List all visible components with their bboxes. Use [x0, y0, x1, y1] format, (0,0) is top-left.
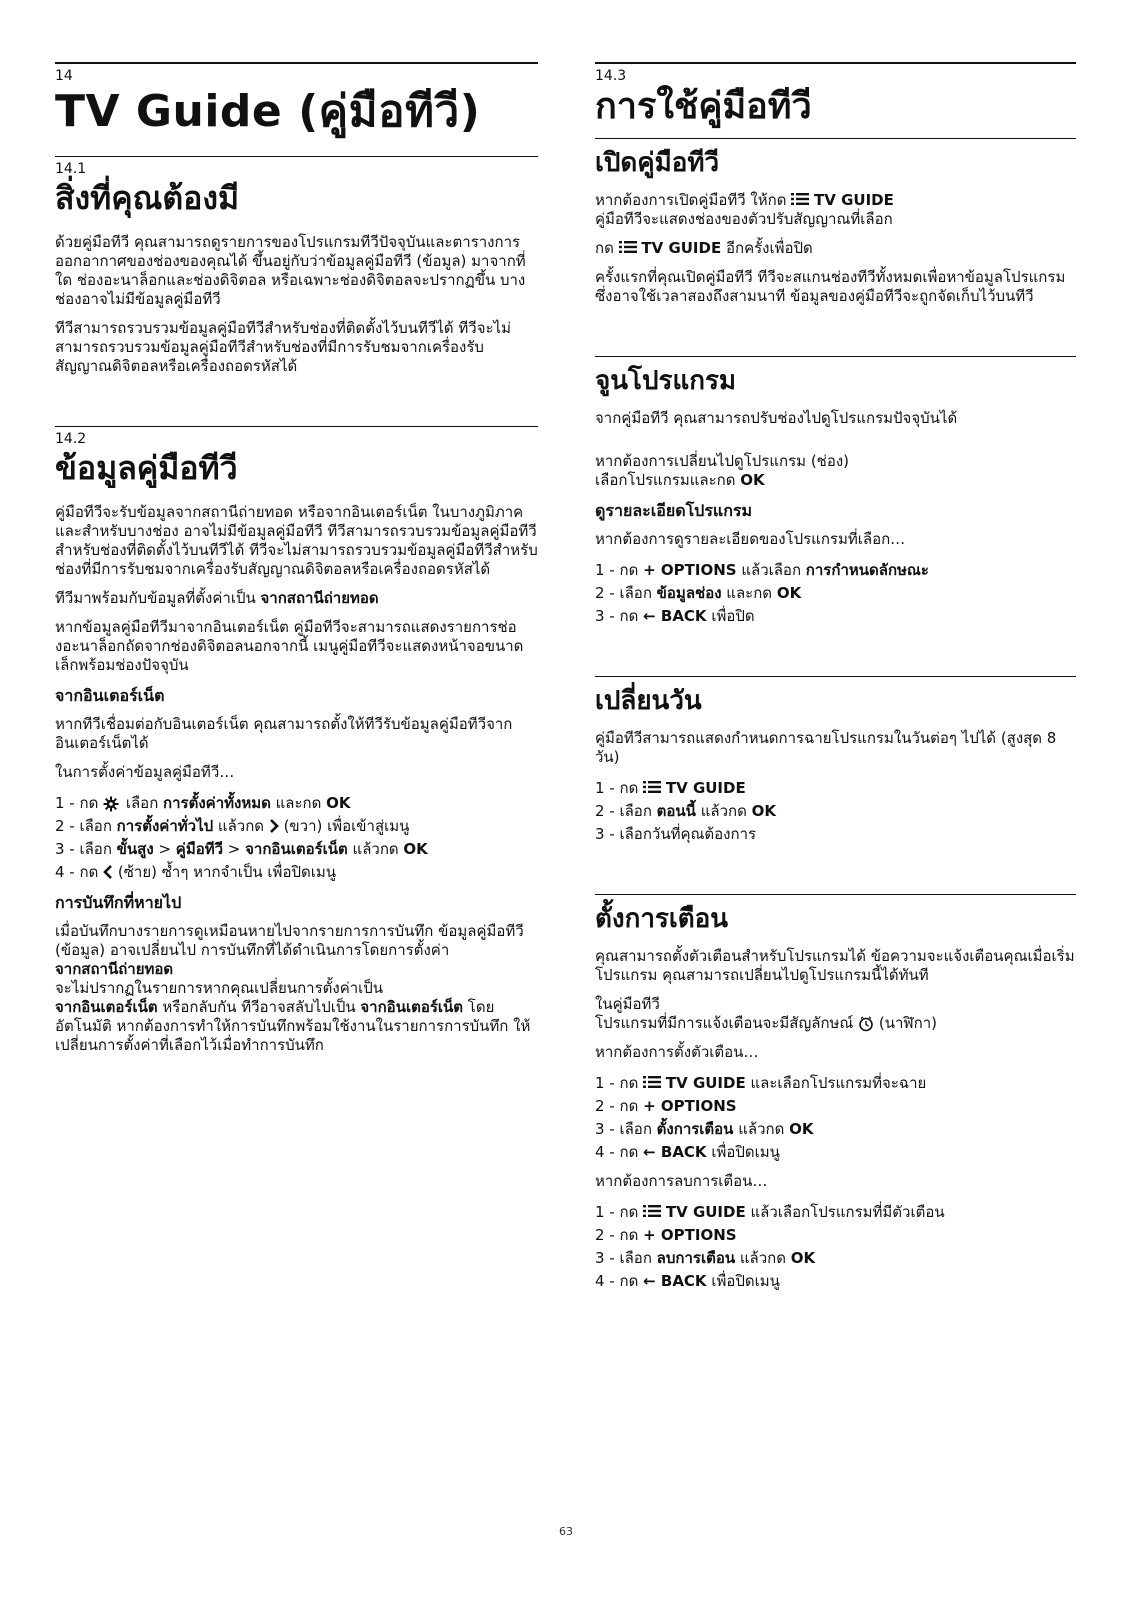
text: เลือกโปรแกรมและกด	[595, 471, 741, 489]
section-title-using-guide: การใช้คู่มือทีวี	[595, 86, 812, 127]
bold-text: ข้อมูลช่อง	[656, 584, 722, 602]
text: 4 - กด	[595, 1272, 644, 1290]
text: เมื่อบันทึกบางรายการดูเหมือนหายไปจากรายการการบันทึก ข้อมูลคู่มือทีวี (ข้อมูล) อาจเปลี่ยนไป การบันทึกที่ได้ดำเนินการโดยการตั้งค่า	[55, 922, 524, 959]
text: 4 - กด	[55, 863, 104, 881]
paragraph: หากข้อมูลคู่มือทีวีมาจากอินเตอร์เน็ต คู่มือทีวีจะสามารถแสดงรายการช่องอะนาล็อกถัดจากช่องดิจิตอลนอกจากนี้ เมนูคู่มือทีวีจะแสดงหน้าจอขนาดเล็กพร้อมช่องปัจจุบัน	[55, 618, 524, 674]
bold-text: TV GUIDE	[665, 1074, 746, 1092]
text: 3 - เลือก	[55, 840, 117, 858]
text: 2 - กด	[595, 1097, 644, 1115]
text: เลือก	[121, 794, 164, 812]
tv-guide-icon	[643, 1205, 661, 1219]
text: 3 - เลือก	[595, 1249, 657, 1267]
text: 3 - เลือก	[595, 1120, 657, 1138]
paragraph: หากทีวีเชื่อมต่อกับอินเตอร์เน็ต คุณสามารถตั้งให้ทีวีรับข้อมูลคู่มือทีวีจากอินเตอร์เน็ตได้	[55, 715, 513, 752]
subheading-lost-recordings: การบันทึกที่หายไป	[55, 893, 182, 912]
text: 1 - กด	[595, 1074, 644, 1092]
step	[595, 582, 1076, 605]
text: 4 - กด	[595, 1143, 644, 1161]
gear-icon	[103, 796, 121, 810]
clock-icon	[858, 1016, 874, 1030]
paragraph	[595, 452, 1076, 490]
page-number: 63	[559, 1525, 573, 1538]
section-number: 14.3	[595, 68, 627, 84]
bold-text: OK	[740, 471, 765, 489]
section-rule	[55, 426, 538, 427]
bold-text: การตั้งค่าทั้งหมด	[163, 794, 271, 812]
step	[595, 605, 1076, 628]
bold-text: OK	[751, 802, 776, 820]
section-number: 14.1	[55, 161, 87, 177]
step-list	[595, 1201, 1076, 1293]
bold-text: + OPTIONS	[643, 1097, 737, 1115]
paragraph: หากต้องการลบการเตือน…	[595, 1172, 768, 1190]
paragraph: คุณสามารถตั้งตัวเตือนสำหรับโปรแกรมได้ ข้อความจะแจ้งเตือนคุณเมื่อเริ่มโปรแกรม คุณสามารถเปลี่ยนไปดูโปรแกรมนี้ได้ทันที	[595, 947, 1075, 984]
bold-text: การกำหนดลักษณะ	[805, 561, 929, 579]
step	[595, 1141, 1076, 1164]
step	[55, 838, 538, 861]
step	[55, 815, 538, 838]
step: 3 - เลือกวันที่คุณต้องการ	[595, 825, 757, 843]
step	[595, 1224, 1076, 1247]
text: แล้วกด	[735, 1249, 791, 1267]
paragraph	[55, 922, 538, 1055]
bold-text: ← BACK	[643, 1143, 707, 1161]
text: หากต้องการเปิดคู่มือทีวี ให้กด	[595, 191, 792, 209]
text: แล้วกด	[347, 840, 404, 858]
bold-text: TV GUIDE	[665, 779, 746, 797]
right-column	[595, 62, 1076, 1301]
text: อีกครั้งเพื่อปิด	[721, 239, 813, 257]
text: 1 - กด	[55, 794, 104, 812]
subsection-rule	[595, 676, 1076, 677]
bold-text: TV GUIDE	[814, 191, 894, 209]
text: ในคู่มือทีวี	[595, 995, 660, 1013]
text: (ขวา) เพื่อเข้าสู่เมนู	[278, 817, 410, 835]
text: หากต้องการเปลี่ยนไปดูโปรแกรม (ช่อง)	[595, 452, 850, 470]
text: แล้วกด	[733, 1120, 790, 1138]
bold-text: TV GUIDE	[665, 1203, 746, 1221]
chapter-title: TV Guide (คู่มือทีวี)	[55, 86, 481, 137]
step	[55, 861, 538, 884]
text: แล้วเลือก	[736, 561, 806, 579]
bold-text: การตั้งค่าทั่วไป	[116, 817, 214, 835]
step	[595, 777, 1076, 800]
step	[595, 1095, 1076, 1118]
step	[595, 800, 1076, 823]
step	[595, 1247, 1076, 1270]
bold-text: TV GUIDE	[641, 239, 722, 257]
subsection-title-reminder: ตั้งการเตือน	[595, 904, 729, 934]
subsection-title-open-guide: เปิดคู่มือทีวี	[595, 148, 720, 178]
text: >	[153, 840, 176, 858]
text: และกด	[270, 794, 327, 812]
step	[595, 1072, 1076, 1095]
bold-text: + OPTIONS	[643, 561, 737, 579]
subsection-rule	[595, 138, 1076, 139]
bold-text: จากอินเตอร์เน็ต	[55, 998, 158, 1016]
text: 3 - กด	[595, 607, 644, 625]
paragraph	[595, 191, 1076, 229]
paragraph: ครั้งแรกที่คุณเปิดคู่มือทีวี ทีวีจะสแกนช่องทีวีทั้งหมดเพื่อหาข้อมูลโปรแกรม ซึ่งอาจใช้เวลาสองถึงสามนาที ข้อมูลของคู่มือทีวีจะถูกจัดเก็บไว้บนทีวี	[595, 268, 1066, 305]
text: 1 - กด	[595, 779, 644, 797]
step-list	[595, 1072, 1076, 1164]
bold-text: จากสถานีถ่ายทอด	[260, 589, 379, 607]
bold-text: OK	[403, 840, 428, 858]
bold-text: จากอินเตอร์เน็ต	[245, 840, 348, 858]
text: คู่มือทีวีจะแสดงช่องของตัวปรับสัญญาณที่เลือก	[595, 210, 893, 228]
left-column	[55, 62, 538, 1065]
text: 1 - กด	[595, 561, 644, 579]
paragraph: คู่มือทีวีจะรับข้อมูลจากสถานีถ่ายทอด หรือจากอินเตอร์เน็ต ในบางภูมิภาคและสำหรับบางช่อง อาจไม่มีข้อมูลคู่มือทีวี ทีวีสามารถรวบรวมข้อมูลคู่มือทีวีสำหรับช่องที่ติดตั้งไว้บนทีวีได้ ทีวีจะไม่สามารถรวบรวมข้อมูลคู่มือทีวีสำหรับช่องที่มีการรับชมจากเครื่องรับสัญญาณดิจิตอลหรือเครื่องถอดรหัสได้	[55, 503, 538, 578]
text: 2 - เลือก	[595, 584, 657, 602]
paragraph	[55, 589, 538, 608]
subsection-rule	[595, 894, 1076, 895]
text: และเลือกโปรแกรมที่จะฉาย	[745, 1074, 927, 1092]
step	[595, 1201, 1076, 1224]
paragraph: หากต้องการดูรายละเอียดของโปรแกรมที่เลือก…	[595, 530, 906, 548]
tv-guide-icon	[791, 193, 809, 207]
text: โดยอัตโนมัติ หากต้องการทำให้การบันทึกพร้อมใช้งานในรายการการบันทึก ให้เปลี่ยนการตั้งค่าที่เลือกไว้เมื่อทำการบันทึก	[55, 998, 531, 1054]
text: (นาฬิกา)	[874, 1014, 938, 1032]
text: แล้วกด	[695, 802, 752, 820]
text: 1 - กด	[595, 1203, 644, 1221]
step	[595, 1270, 1076, 1293]
text: ทีวีมาพร้อมกับข้อมูลที่ตั้งค่าเป็น	[55, 589, 261, 607]
step-list	[595, 777, 1076, 846]
paragraph: ในการตั้งค่าข้อมูลคู่มือทีวี…	[55, 763, 235, 781]
text: แล้วกด	[213, 817, 269, 835]
text: 2 - กด	[595, 1226, 644, 1244]
section-title-guide-data: ข้อมูลคู่มือทีวี	[55, 449, 238, 487]
step-list	[595, 559, 1076, 628]
section-number: 14.2	[55, 431, 87, 447]
step	[55, 792, 538, 815]
text: เพื่อปิดเมนู	[706, 1272, 780, 1290]
chevron-left-icon	[103, 865, 113, 879]
bold-text: จากสถานีถ่ายทอด	[55, 960, 174, 978]
bold-text: คู่มือทีวี	[175, 840, 224, 858]
paragraph	[595, 995, 1076, 1033]
text: และกด	[721, 584, 777, 602]
bold-text: OK	[326, 794, 351, 812]
text: หรือกลับกัน ทีวีอาจสลับไปเป็น	[157, 998, 361, 1016]
text: (ซ้าย) ซ้ำๆ หากจำเป็น เพื่อปิดเมนู	[113, 863, 336, 881]
paragraph: หากต้องการตั้งตัวเตือน…	[595, 1043, 759, 1061]
text: 2 - เลือก	[595, 802, 657, 820]
step	[595, 559, 1076, 582]
section-rule	[55, 156, 538, 157]
subheading-internet: จากอินเตอร์เน็ต	[55, 686, 165, 705]
bold-text: ขั้นสูง	[116, 840, 154, 858]
paragraph: จากคู่มือทีวี คุณสามารถปรับช่องไปดูโปรแกรมปัจจุบันได้	[595, 409, 958, 427]
text: >	[223, 840, 246, 858]
text: 2 - เลือก	[55, 817, 117, 835]
step	[595, 1118, 1076, 1141]
paragraph: ด้วยคู่มือทีวี คุณสามารถดูรายการของโปรแกรมทีวีปัจจุบันและตารางการออกอากาศของช่องของคุณได้ ขึ้นอยู่กับว่าข้อมูลคู่มือทีวี (ข้อมูล) มาจากที่ใด ช่องอะนาล็อกและช่องดิจิตอล หรือเฉพาะช่องดิจิตอลจะปรากฏขึ้น บางช่องอาจไม่มีข้อมูลคู่มือทีวี	[55, 233, 526, 308]
bold-text: OK	[776, 584, 802, 602]
bold-text: ลบการเตือน	[656, 1249, 736, 1267]
paragraph: คู่มือทีวีสามารถแสดงกำหนดการฉายโปรแกรมในวันต่อๆ ไปได้ (สูงสุด 8 วัน)	[595, 729, 1057, 766]
tv-guide-icon	[619, 241, 637, 255]
paragraph: ทีวีสามารถรวบรวมข้อมูลคู่มือทีวีสำหรับช่องที่ติดตั้งไว้บนทีวีได้ ทีวีจะไม่สามารถรวบรวมข้อมูลคู่มือทีวีสำหรับช่องที่มีการรับชมจากเครื่องรับสัญญาณดิจิตอลหรือเครื่องถอดรหัสได้	[55, 319, 511, 375]
tv-guide-icon	[643, 781, 661, 795]
bold-text: ตอนนี้	[656, 802, 696, 820]
subsection-rule	[595, 356, 1076, 357]
text: เพื่อปิดเมนู	[706, 1143, 780, 1161]
chapter-number: 14	[55, 68, 73, 84]
text: เพื่อปิด	[706, 607, 755, 625]
text: กด	[595, 239, 619, 257]
bold-text: + OPTIONS	[643, 1226, 737, 1244]
bold-text: ← BACK	[643, 607, 707, 625]
bold-text: จากอินเตอร์เน็ต	[360, 998, 464, 1016]
text: แล้วเลือกโปรแกรมที่มีตัวเตือน	[745, 1203, 945, 1221]
tv-guide-icon	[643, 1076, 661, 1090]
section-rule	[595, 62, 1076, 64]
bold-text: ตั้งการเตือน	[656, 1120, 734, 1138]
bold-text: ← BACK	[643, 1272, 707, 1290]
text: โปรแกรมที่มีการแจ้งเตือนจะมีสัญลักษณ์	[595, 1014, 859, 1032]
subsection-title-tune: จูนโปรแกรม	[595, 366, 737, 396]
step-list	[55, 792, 538, 884]
text: จะไม่ปรากฏในรายการหากคุณเปลี่ยนการตั้งค่าเป็น	[55, 979, 384, 997]
section-title-requirements: สิ่งที่คุณต้องมี	[55, 179, 240, 217]
bold-text: OK	[789, 1120, 814, 1138]
bold-text: OK	[790, 1249, 816, 1267]
paragraph	[595, 239, 1076, 258]
chevron-right-icon	[269, 819, 279, 833]
subsection-title-change-day: เปลี่ยนวัน	[595, 686, 702, 716]
chapter-rule	[55, 62, 538, 64]
subheading-program-details: ดูรายละเอียดโปรแกรม	[595, 501, 753, 520]
